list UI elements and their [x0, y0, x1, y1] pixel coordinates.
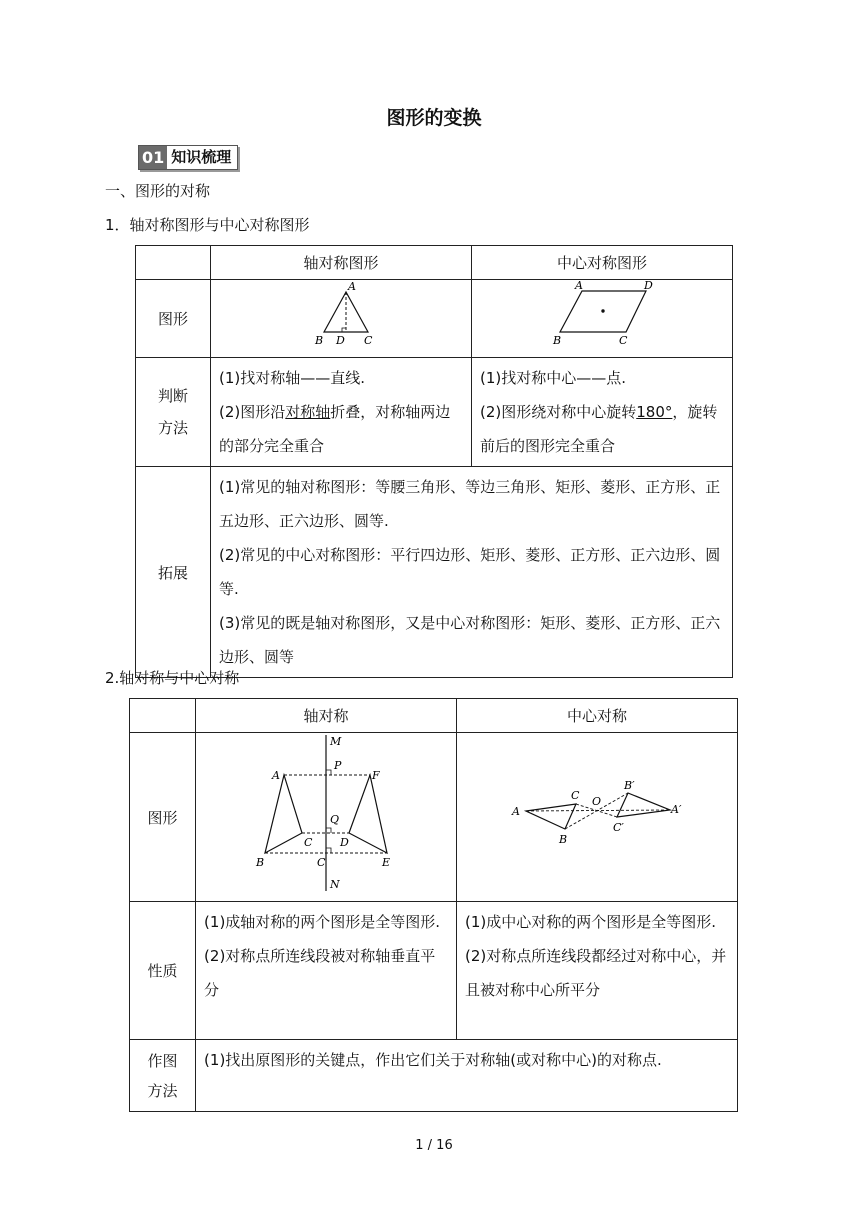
center-property-line-1: (1)成中心对称的两个图形是全等图形. [465, 913, 717, 931]
draw-method-cell: (1)找出原图形的关键点，作出它们关于对称轴(或对称中心)的对称点. [196, 1040, 738, 1112]
svg-text:P: P [334, 759, 342, 772]
section-heading: 一、图形的对称 [105, 182, 211, 200]
row-label-draw: 作图方法 [130, 1040, 196, 1112]
axis-symmetry-figure-cell [196, 733, 457, 902]
center-figure-cell [472, 280, 733, 358]
center-property-line-2: (2)对称点所连线段都经过对称中心，并且被对称中心所平分 [465, 947, 727, 999]
row-label-figure: 图形 [136, 280, 211, 358]
svg-text:A: A [348, 280, 356, 293]
subsection-heading-2: 2.轴对称与中心对称 [105, 669, 240, 687]
symmetry-figure-table [135, 245, 733, 678]
axis-symmetry-triangles-diagram [196, 733, 455, 897]
svg-text:A: A [575, 280, 583, 292]
svg-text:D: D [340, 836, 349, 849]
svg-text:B: B [559, 833, 568, 846]
extend-cell [211, 467, 733, 678]
subsection-heading: 1．轴对称图形与中心对称图形 [105, 216, 310, 234]
axis-method-line-2: (2)图形沿对称轴折叠，对称轴两边的部分完全重合 [219, 403, 451, 455]
svg-text:C: C [304, 836, 313, 849]
svg-text:D: D [644, 280, 653, 292]
svg-text:F: F [372, 769, 380, 782]
axis-figure-cell [211, 280, 472, 358]
center-symmetry-figure-cell [457, 733, 738, 902]
svg-text:A: A [272, 769, 280, 782]
center-method-cell [472, 358, 733, 467]
svg-text:C′: C′ [613, 821, 624, 834]
svg-text:C: C [364, 334, 373, 347]
row-label-property: 性质 [130, 902, 196, 1040]
header-empty-2 [130, 699, 196, 733]
row-label-method: 判断方法 [136, 358, 211, 467]
isosceles-triangle-diagram [211, 280, 470, 353]
svg-text:C: C [571, 789, 580, 802]
svg-text:A: A [512, 805, 520, 818]
center-symmetry-triangles-diagram [457, 733, 736, 897]
svg-text:A′: A′ [671, 803, 682, 816]
extend-line-2: (2)常见的中心对称图形：平行四边形、矩形、菱形、正方形、正六边形、圆等. [219, 546, 721, 598]
page-number: 1 / 16 [415, 1138, 453, 1153]
svg-text:D: D [336, 334, 345, 347]
svg-text:O: O [592, 795, 602, 808]
axis-method-cell [211, 358, 472, 467]
svg-text:B: B [553, 334, 562, 347]
svg-text:B′: B′ [624, 779, 635, 792]
center-property-cell [457, 902, 738, 1040]
section-badge [138, 145, 238, 170]
header-center-symmetry: 中心对称 [457, 699, 738, 733]
badge-label: 知识梳理 [167, 146, 237, 169]
svg-text:B: B [315, 334, 324, 347]
svg-text:M: M [330, 735, 342, 748]
row-label-extend: 拓展 [136, 467, 211, 678]
svg-text:N: N [330, 878, 340, 891]
page-title: 图形的变换 [386, 107, 482, 129]
extend-line-3: (3)常见的既是轴对称图形，又是中心对称图形：矩形、菱形、正方形、正六边形、圆等 [219, 614, 721, 666]
symmetry-property-table [129, 698, 738, 1112]
header-axis-figure: 轴对称图形 [211, 246, 472, 280]
axis-property-cell [196, 902, 457, 1040]
svg-text:E: E [382, 856, 391, 869]
header-axis-symmetry: 轴对称 [196, 699, 457, 733]
svg-text:Q: Q [330, 813, 340, 826]
center-method-line-2: (2)图形绕对称中心旋转180°，旋转前后的图形完全重合 [480, 403, 718, 455]
svg-text:C: C [317, 856, 326, 869]
axis-property-line-1: (1)成轴对称的两个图形是全等图形. [204, 913, 441, 931]
axis-method-line-1: (1)找对称轴——直线. [219, 369, 366, 387]
row-label-figure-2: 图形 [130, 733, 196, 902]
svg-text:C: C [619, 334, 628, 347]
header-empty [136, 246, 211, 280]
center-method-line-1: (1)找对称中心——点. [480, 369, 627, 387]
extend-line-1: (1)常见的轴对称图形：等腰三角形、等边三角形、矩形、菱形、正方形、正五边形、正六边形、圆等. [219, 478, 721, 530]
badge-number: 01 [139, 146, 167, 169]
axis-property-line-2: (2)对称点所连线段被对称轴垂直平分 [204, 947, 436, 999]
header-center-figure: 中心对称图形 [472, 246, 733, 280]
parallelogram-diagram [472, 280, 731, 353]
svg-text:B: B [256, 856, 265, 869]
